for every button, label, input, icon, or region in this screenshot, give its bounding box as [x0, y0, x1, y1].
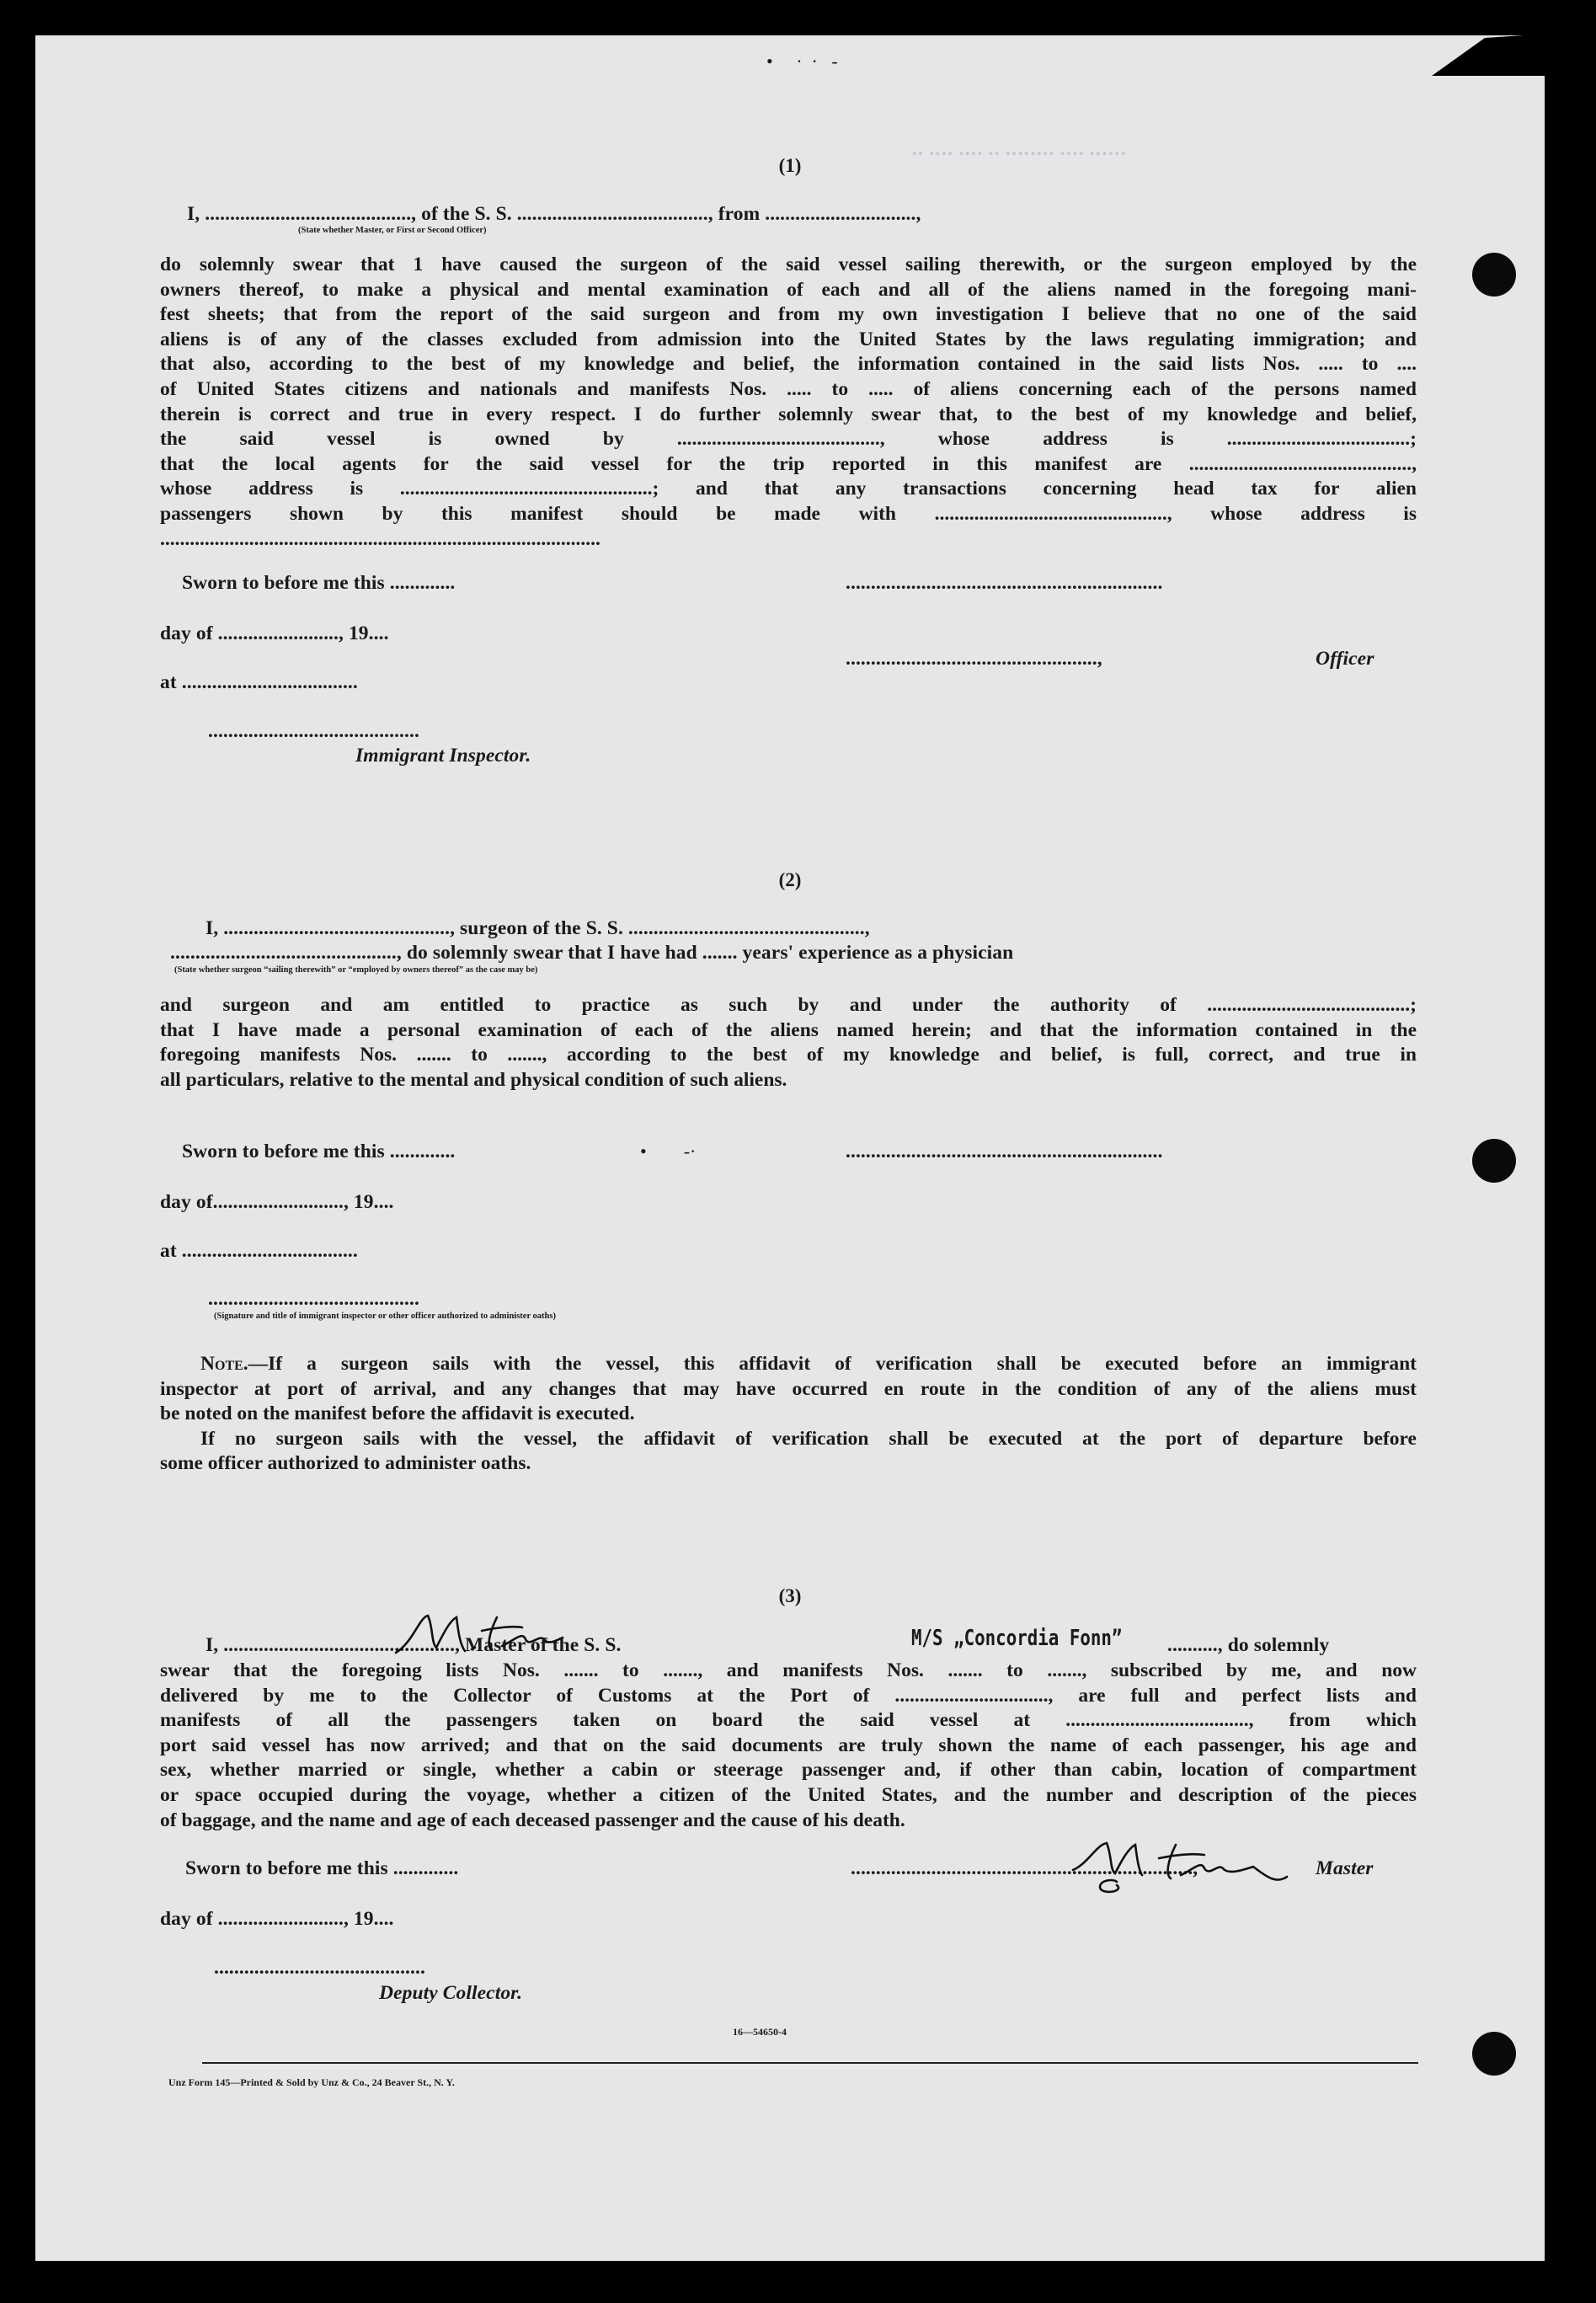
- note-line: be noted on the manifest before the affidavit is executed.: [160, 1403, 635, 1425]
- section-1-line: passengers shown by this manifest should be made with ..............................................., whose address is: [160, 502, 1417, 525]
- punch-hole-middle: [1472, 1139, 1516, 1183]
- section-1-line: aliens is of any of the classes excluded from admission into the United States by the laws regulating immigration; and: [160, 328, 1417, 350]
- punch-hole-top: [1472, 253, 1516, 297]
- section-1-line: that the local agents for the said vessel for the trip reported in this manifest are .............................................,: [160, 452, 1417, 475]
- section-1-line: that also, according to the best of my knowledge and belief, the information contained in the said lists Nos. ..... to ....: [160, 353, 1417, 376]
- note-line: If no surgeon sails with the vessel, the affidavit of verification shall be executed at the port of departure before: [200, 1427, 1417, 1450]
- section-2-surgeon-note: (State whether surgeon “sailing therewith” or “employed by owners thereof” as the case may be): [174, 965, 538, 975]
- note-label: Note.: [200, 1353, 248, 1375]
- footer-rule: [202, 2062, 1418, 2064]
- note-first-line: [160, 1352, 1417, 1377]
- section-3-opening-line-b: .........., do solemnly: [1167, 1634, 1330, 1656]
- form-code: 16—54650-4: [733, 2026, 787, 2038]
- section-1-inspector-label: Immigrant Inspector.: [355, 745, 531, 767]
- master-signature-1: [387, 1609, 590, 1661]
- section-3-line: or space occupied during the voyage, whether a citizen of the United States, and the number and description of the pieces: [160, 1783, 1417, 1806]
- section-2-signature-note: (Signature and title of immigrant inspector or other officer authorized to administer oaths): [214, 1312, 556, 1321]
- printer-footer: Unz Form 145—Printed & Sold by Unz & Co., 24 Beaver St., N. Y.: [168, 2076, 455, 2088]
- section-3-line: sex, whether married or single, whether a cabin or steerage passenger and, if other than cabin, location of compartment: [160, 1759, 1417, 1782]
- section-1-inspector-dots: ..........................................: [208, 720, 419, 742]
- bleed-through-text: ‥ ‥‥ ‥‥ ‥ ‥‥‥‥ ‥‥ ‥‥‥: [911, 138, 1127, 159]
- section-1-opening-line: I, ........................................., of the S. S. ......................................, from ..............................,: [187, 203, 921, 225]
- document-page: [35, 35, 1545, 2261]
- scan-specks: • · · -: [766, 51, 838, 72]
- section-1-sworn: Sworn to before me this .............: [182, 572, 456, 594]
- section-1-officer-note: (State whether Master, or First or Second Officer): [298, 226, 487, 235]
- section-2-day: day of.........................., 19....: [160, 1191, 394, 1213]
- section-3-line: of baggage, and the name and age of each deceased passenger and the cause of his death.: [160, 1809, 905, 1831]
- section-3-deputy-dots: ..........................................: [214, 1957, 425, 1979]
- section-2-line: all particulars, relative to the mental and physical condition of such aliens.: [160, 1068, 787, 1091]
- section-2-line: and surgeon and am entitled to practice as such by and under the authority of .........................................;: [160, 994, 1417, 1016]
- section-1-line: .........................................................................................: [160, 527, 601, 550]
- section-3-opening-line-a: I, .............................................., Master of the S. S.: [206, 1634, 622, 1656]
- punch-hole-bottom: [1472, 2032, 1516, 2076]
- ship-name-stamp: M/S „Concordia Fonn”: [911, 1626, 1123, 1651]
- section-3-day: day of ........................., 19....: [160, 1908, 394, 1930]
- section-1-day: day of ........................, 19....: [160, 623, 389, 644]
- master-signature-2: [1066, 1836, 1302, 1897]
- section-3-line: manifests of all the passengers taken on board the said vessel at ....................................., from which: [160, 1709, 1417, 1732]
- section-1-line: of United States citizens and nationals and manifests Nos. ..... to ..... of aliens concerning each of the persons named: [160, 377, 1417, 400]
- section-3-master-label: Master: [1316, 1857, 1374, 1879]
- section-3-line: port said vessel has now arrived; and that on the said documents are truly shown the name of each passenger, his age and: [160, 1734, 1417, 1756]
- note-line: inspector at port of arrival, and any changes that may have occurred en route in the condition of any of the aliens must: [160, 1377, 1417, 1400]
- section-2-line: foregoing manifests Nos. ....... to ......., according to the best of my knowledge and belief, is full, correct, and true in: [160, 1044, 1417, 1066]
- section-3-master-dots: ....................................................................,: [851, 1857, 1198, 1879]
- section-2-number: (2): [778, 869, 802, 890]
- section-2-at: at ...................................: [160, 1240, 358, 1262]
- scan-specks: • -·: [640, 1141, 697, 1162]
- section-1-signature-dots: ...............................................................: [846, 572, 1163, 594]
- note-line: some officer authorized to administer oaths.: [160, 1452, 531, 1475]
- section-2-oath-text: [160, 993, 1417, 1093]
- section-2-signature-dots: ...............................................................: [846, 1141, 1163, 1162]
- section-3-number: (3): [778, 1585, 802, 1606]
- section-1-number: (1): [778, 155, 802, 176]
- section-3-line: swear that the foregoing lists Nos. ....... to ......., and manifests Nos. ....... to ......., subscribed by me, and now: [160, 1659, 1417, 1681]
- section-1-line: fest sheets; that from the report of the said surgeon and from my own investigation I believe that no one of the said: [160, 303, 1417, 326]
- section-3-oath-text: [160, 1659, 1417, 1833]
- section-1-officer-dots: ..................................................,: [846, 648, 1102, 670]
- section-1-line: do solemnly swear that 1 have caused the surgeon of the said vessel sailing therewith, or the surgeon employed by the: [160, 254, 1417, 275]
- section-1-line: whose address is ...................................................; and that any transactions concerning head tax for alien: [160, 478, 1417, 500]
- note-line: —If a surgeon sails with the vessel, this affidavit of verification shall be executed before an immigrant: [248, 1353, 1417, 1375]
- section-2-sworn: Sworn to before me this .............: [182, 1141, 456, 1162]
- section-1-officer-label: Officer: [1316, 648, 1374, 670]
- section-2-line: that I have made a personal examination of each of the aliens named herein; and that the information contained in the: [160, 1018, 1417, 1041]
- section-1-at: at ...................................: [160, 671, 358, 693]
- section-2-note: [160, 1352, 1417, 1477]
- section-1-line: therein is correct and true in every respect. I do further solemnly swear that, to the best of my knowledge and belief,: [160, 403, 1417, 425]
- section-3-deputy-label: Deputy Collector.: [379, 1982, 523, 2004]
- section-3-sworn: Sworn to before me this .............: [185, 1857, 459, 1879]
- section-2-opening-line: I, ............................................., surgeon of the S. S. ...............................................,: [206, 917, 870, 939]
- section-3-line: delivered by me to the Collector of Customs at the Port of ..............................., are full and perfect lists and: [160, 1684, 1417, 1707]
- section-1-line: owners thereof, to make a physical and mental examination of each and all of the aliens named in the foregoing mani-: [160, 278, 1417, 301]
- section-1-oath-text: [160, 253, 1417, 552]
- section-2-signature-line-dots: ..........................................: [208, 1288, 419, 1310]
- section-1-line: the said vessel is owned by ........................................., whose address is .....................................;: [160, 428, 1417, 451]
- section-2-second-line: ............................................., do solemnly swear that I have had ....... years' experience as a physician: [170, 942, 1014, 964]
- torn-corner: [1432, 34, 1550, 76]
